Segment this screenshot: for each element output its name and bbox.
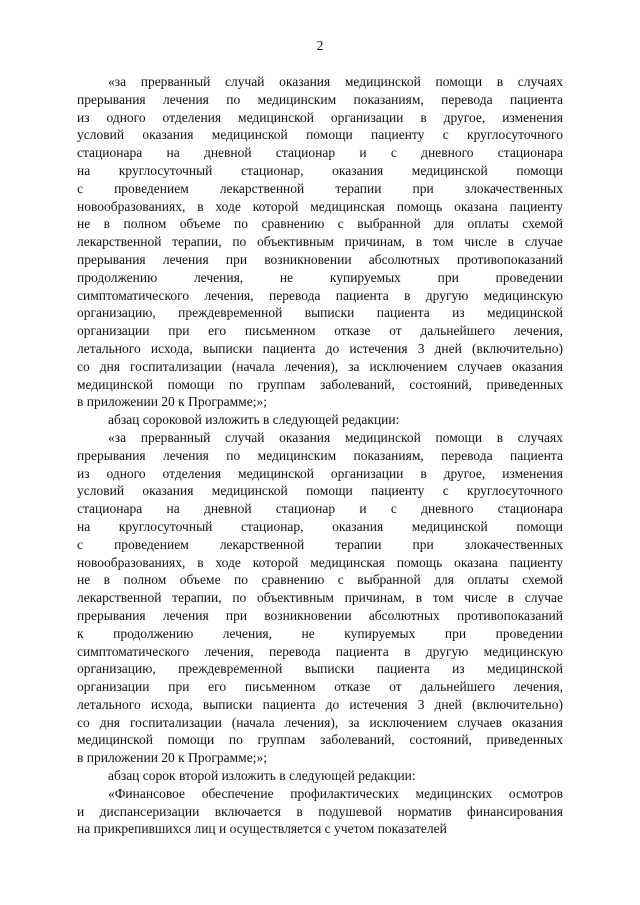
text-line: со дня госпитализации (начала лечения), за исключением случаев оказания — [77, 358, 563, 374]
text-line: в приложении 20 к Программе;»; — [77, 394, 267, 410]
paragraph — [77, 785, 563, 838]
text-line: с проведением лекарственной терапии при злокачественных — [77, 180, 563, 196]
text-line: условий оказания медицинской помощи пациенту с круглосуточного — [77, 127, 563, 143]
document-body — [77, 73, 563, 838]
text-line: на прикрепившихся лиц и осуществляется с учетом показателей — [77, 821, 447, 837]
text-line: не в полном объеме по сравнению с выбранной для оплаты схемой — [77, 572, 563, 588]
text-line: организацию, преждевременной выписки пациента из медицинской — [77, 305, 563, 321]
text-line: прерывания лечения по медицинским показаниям, перевода пациента — [77, 447, 563, 463]
paragraph — [77, 411, 563, 429]
text-line: из одного отделения медицинской организации в другое, изменения — [77, 465, 563, 481]
text-line: не в полном объеме по сравнению с выбранной для оплаты схемой — [77, 216, 563, 232]
text-line: организации при его письменном отказе от дальнейшего лечения, — [77, 679, 563, 695]
text-line: с проведением лекарственной терапии при злокачественных — [77, 536, 563, 552]
text-line: стационара на дневной стационар и с дневного стационара — [77, 145, 563, 161]
text-line: симптоматического лечения, перевода пациента в другую медицинскую — [77, 643, 563, 659]
text-line: абзац сороковой изложить в следующей редакции: — [108, 412, 400, 428]
text-line: в приложении 20 к Программе;»; — [77, 750, 267, 766]
text-line: «за прерванный случай оказания медицинской помощи в случаях — [108, 74, 563, 89]
text-line: организации при его письменном отказе от дальнейшего лечения, — [77, 323, 563, 339]
text-line: медицинской помощи по группам заболеваний, состояний, приведенных — [77, 732, 563, 748]
text-line: на круглосуточный стационар, оказания медицинской помощи — [77, 162, 563, 178]
text-line: новообразованиях, в ходе которой медицинская помощь оказана пациенту — [77, 554, 563, 570]
paragraph — [77, 767, 563, 785]
text-line: и диспансеризации включается в подушевой норматив финансирования — [77, 803, 563, 819]
text-line: «за прерванный случай оказания медицинской помощи в случаях — [108, 429, 563, 445]
text-line: лекарственной терапии, по объективным причинам, в том числе в случае — [77, 590, 563, 606]
text-line: летального исхода, выписки пациента до истечения 3 дней (включительно) — [77, 696, 563, 712]
text-line: симптоматического лечения, перевода пациента в другую медицинскую — [77, 287, 563, 303]
paragraph — [77, 73, 563, 411]
text-line: прерывания лечения при возникновении абсолютных противопоказаний — [77, 251, 563, 267]
text-line: со дня госпитализации (начала лечения), за исключением случаев оказания — [77, 714, 563, 730]
text-line: стационара на дневной стационар и с дневного стационара — [77, 501, 563, 517]
text-line: продолжению лечения, не купируемых при проведении — [77, 269, 563, 285]
text-line: лекарственной терапии, по объективным причинам, в том числе в случае — [77, 234, 563, 250]
page-number: 2 — [316, 38, 324, 53]
text-line: новообразованиях, в ходе которой медицинская помощь оказана пациенту — [77, 198, 563, 214]
paragraph — [77, 429, 563, 767]
text-line: условий оказания медицинской помощи пациенту с круглосуточного — [77, 483, 563, 499]
text-line: прерывания лечения при возникновении абсолютных противопоказаний — [77, 607, 563, 623]
text-line: медицинской помощи по группам заболеваний, состояний, приведенных — [77, 376, 563, 392]
text-line: из одного отделения медицинской организации в другое, изменения — [77, 109, 563, 125]
text-line: «Финансовое обеспечение профилактических медицинских осмотров — [108, 785, 563, 801]
text-line: абзац сорок второй изложить в следующей редакции: — [108, 768, 416, 784]
text-line: летального исхода, выписки пациента до истечения 3 дней (включительно) — [77, 340, 563, 356]
text-line: прерывания лечения по медицинским показаниям, перевода пациента — [77, 91, 563, 107]
text-line: к продолжению лечения, не купируемых при проведении — [77, 625, 563, 641]
text-line: организацию, преждевременной выписки пациента из медицинской — [77, 661, 563, 677]
text-line: на круглосуточный стационар, оказания медицинской помощи — [77, 518, 563, 534]
